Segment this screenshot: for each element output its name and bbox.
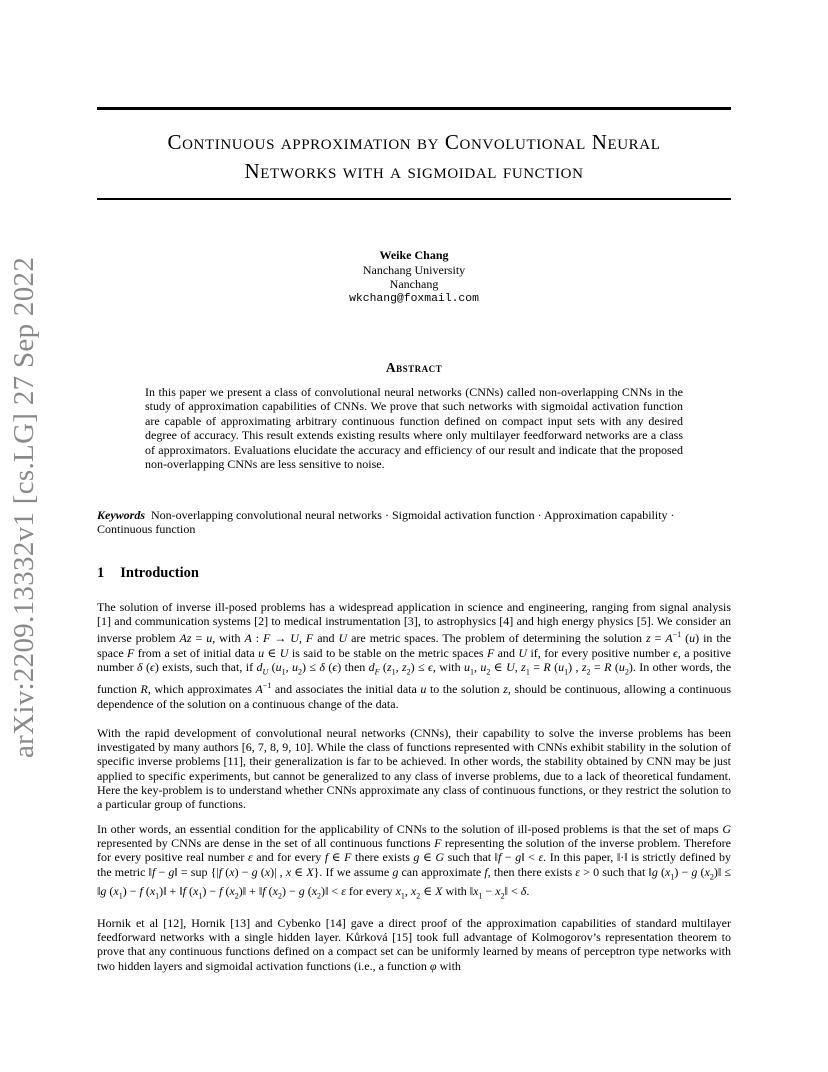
intro-paragraph-1: The solution of inverse ill-posed problems has a widespread application in science and engineering, ranging from signal analysis [1] and communication systems [2] to medical instrumentation [3], to astrophysics [4] and high energy physics [5]. We consider an inverse problem Az = u, with A : F → U, F and U are metric spaces. The problem of determining the solution $z = A^{-1}$ (u) in the space F from a set of initial data u ∈ U is said to be stable on the metric spaces F and U if, for every positive number ϵ, a positive number δ (ϵ) exists, such that, if $d_U$ ($u_1$, $u_2) \le \delta$ (ϵ) then $d_F$ ($z_1$, $z_2) \le \epsilon$, with $u_1$, $u_2$ ∈ U, $z_1 = R$ $(u_1)$ , $z_2 = R$ $(u_2)$. In other words, the function R, which approximates $A^{-1}$ and associates the initial data u to the solution z, should be continuous, allowing a continuous dependence of the solution on a continuous change of the data.: [97, 600, 732, 711]
keywords-list-line1: Non-overlapping convolutional neural networks · Sigmoidal activation function · Approximation capability ·: [151, 508, 675, 522]
arxiv-identifier: arXiv:2209.13332v1 [cs.LG] 27 Sep 2022: [8, 256, 40, 758]
intro-paragraph-4: Hornik et al [12], Hornik [13] and Cybenko [14] gave a direct proof of the approximation capabilities of standard multilayer feedforward networks with a single hidden layer. Kůrková [15] took full advantage of Kolmogorov’s representation theorem to prove that any continuous functions defined on a compact set can be uniformly learned by means of perceptron type networks with two hidden layers and sigmoidal activation functions (i.e., a function φ with: [97, 916, 731, 973]
section-number: 1: [97, 565, 105, 581]
citation-link[interactable]: [13]: [230, 916, 251, 930]
paper-title-line1: Continuous approximation by Convolutional Neural: [167, 130, 661, 154]
author-name: Weike Chang: [379, 248, 449, 262]
section-heading: [97, 565, 199, 582]
title-rule-top: [97, 107, 731, 110]
citation-link[interactable]: [5]: [636, 614, 651, 629]
citation-link[interactable]: [6, 7, 8, 9, 10]: [241, 740, 311, 755]
citation-link[interactable]: [15]: [392, 930, 413, 945]
author-email[interactable]: wkchang@foxmail.com: [349, 293, 479, 305]
keywords-list-line2: Continuous function: [97, 522, 196, 537]
citation-link[interactable]: [11]: [223, 754, 244, 769]
intro-paragraph-2: With the rapid development of convolutional neural networks (CNNs), their capability to solve the inverse problems has been investigated by many authors [6, 7, 8, 9, 10]. While the class of functions represented with CNNs exhibit stability in the solution of specific inverse problems [11], their generalization is far to be achieved. In other words, the stability obtained by CNN may be just applied to specific experiments, but cannot be generalized to any class of inverse problems, due to a lack of theoretical fundament. Here the key-problem is to understand whether CNNs approximate any class of continuous functions, or they restrict the solution to a particular group of functions.: [97, 726, 731, 812]
author-city: Nanchang: [389, 277, 439, 291]
keywords: [97, 508, 731, 536]
citation-link[interactable]: [4]: [499, 614, 514, 629]
paper-title-line2: Networks with a sigmoidal function: [244, 159, 584, 183]
section-title: Introduction: [120, 565, 199, 581]
abstract-heading: Abstract: [385, 360, 443, 375]
citation-link[interactable]: [12]: [163, 916, 184, 930]
keywords-label: Keywords: [97, 508, 145, 522]
intro-paragraph-3: In other words, an essential condition for the applicability of CNNs to the solution of ill-posed problems is that the set of maps G represented by CNNs are dense in the set of all continuous functions F representing the solution of the inverse problem. Therefore for every positive real number ε and for every f ∈ F there exists g ∈ G such that ‖f − g‖ < ε. In this paper, ‖·‖ is strictly defined by the metric ‖f − g‖ = sup {|f (x) − g (x)| , x ∈ X}. If we assume g can approximate f, then there exists ε > 0 such that ‖g $(x_1) - g$ $(x_2)‖$ ≤ ‖g $(x_1) - f$ $(x_1)‖$ + ‖f $(x_1) - f$ $(x_2)‖$ + ‖f $(x_2) - g$ $(x_2)‖ < \varepsilon$ for every $x_1$, $x_2$ ∈ X with $‖x_1$ − $x_2‖ < \delta$.: [97, 822, 732, 901]
citation-link[interactable]: [2]: [254, 614, 269, 629]
title-rule-bottom: [97, 198, 731, 200]
citation-link[interactable]: [1]: [97, 614, 111, 629]
citation-link[interactable]: [3]: [403, 614, 418, 629]
author-affiliation: Nanchang University: [362, 263, 466, 277]
abstract-body: In this paper we present a class of convolutional neural networks (CNNs) called non-overlapping CNNs in the study of approximation capabilities of CNNs. We prove that such networks with sigmoidal activation function are capable of approximating arbitrary continuous function defined on compact input sets with any desired degree of accuracy. This result extends existing results where only multilayer feedforward networks are a class of approximators. Evaluations elucidate the accuracy and efficiency of our result and indicate that the proposed non-overlapping CNNs are less sensitive to noise.: [145, 385, 683, 472]
citation-link[interactable]: [14]: [325, 916, 346, 930]
